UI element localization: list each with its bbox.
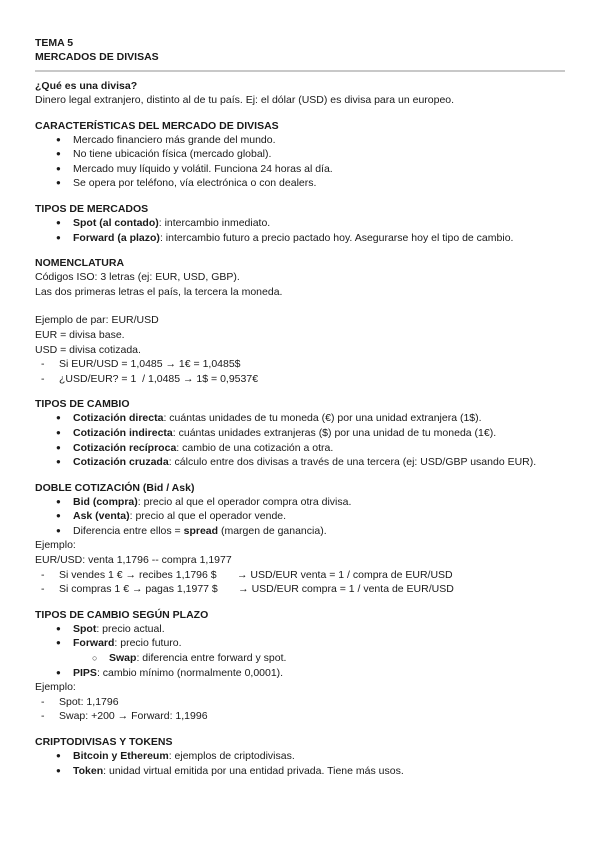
list-item bbox=[35, 495, 565, 510]
list-item bbox=[35, 426, 565, 441]
term-forward: Forward bbox=[73, 637, 115, 650]
list-item: ● Diferencia entre ellos = spread (margen de ganancia). bbox=[35, 524, 565, 539]
page-title: MERCADOS DE DIVISAS bbox=[35, 51, 159, 63]
term-token: Token bbox=[73, 764, 104, 777]
doble-example-line: EUR/USD: venta 1,1796 -- compra 1,1977 bbox=[35, 554, 232, 567]
term-pips: PIPS bbox=[73, 666, 97, 679]
heading-tipos-mercados: TIPOS DE MERCADOS bbox=[35, 202, 149, 215]
term-cotizacion-reciproca: Cotización recíproca bbox=[73, 441, 177, 454]
list-criptodivisas bbox=[35, 749, 565, 778]
list-item bbox=[35, 455, 565, 470]
list-segun-plazo bbox=[35, 622, 565, 680]
list-item: ● Token: unidad virtual emitida por una entidad privada. Tiene más usos. bbox=[35, 764, 565, 779]
heading-segun-plazo: TIPOS DE CAMBIO SEGÚN PLAZO bbox=[35, 608, 209, 621]
list-item bbox=[35, 509, 565, 524]
term-desc: : cuántas unidades de tu moneda (€) por una unidad extranjera (1$). bbox=[163, 412, 482, 425]
list-item: - Si compras 1 € → pagas 1,1977 $ → USD/EUR compra = 1 / venta de EUR/USD bbox=[35, 582, 565, 597]
heading-nomenclatura: NOMENCLATURA bbox=[35, 257, 125, 270]
term-spot: Spot bbox=[73, 622, 97, 635]
list-item bbox=[35, 441, 565, 456]
term-desc: : precio al que el operador compra otra divisa. bbox=[137, 495, 352, 508]
term-cotizacion-directa: Cotización directa bbox=[73, 412, 164, 425]
list-plazo-dash bbox=[35, 695, 565, 724]
term-cotizacion-cruzada: Cotización cruzada bbox=[73, 456, 169, 469]
document-page bbox=[35, 36, 565, 778]
list-item: ● No tiene ubicación física (mercado global). bbox=[35, 147, 565, 162]
term-desc: : cambio de una cotización a otra. bbox=[176, 441, 334, 454]
title-divider bbox=[35, 70, 565, 72]
paragraph-definicion-divisa: Dinero legal extranjero, distinto al de tu país. Ej: el dólar (USD) es divisa para un europeo. bbox=[35, 94, 455, 106]
heading-que-es-divisa: ¿Qué es una divisa? bbox=[35, 80, 138, 92]
list-caracteristicas bbox=[35, 133, 565, 191]
term-desc: : cálculo entre dos divisas a través de una tercera (ej: USD/GBP usando EUR). bbox=[168, 456, 537, 469]
list-item: ● Bitcoin y Ethereum: ejemplos de criptodivisas. bbox=[35, 749, 565, 764]
term-cotizacion-indirecta: Cotización indirecta bbox=[73, 426, 173, 439]
list-item bbox=[35, 411, 565, 426]
list-item: - Spot: 1,1796 bbox=[35, 695, 565, 710]
list-item: ● Mercado muy líquido y volátil. Funciona 24 horas al día. bbox=[35, 162, 565, 177]
list-doble-cotizacion bbox=[35, 495, 565, 539]
heading-caracteristicas: CARACTERÍSTICAS DEL MERCADO DE DIVISAS bbox=[35, 119, 279, 132]
list-item: ● Forward: precio futuro. bbox=[35, 636, 565, 651]
list-item: ● Mercado financiero más grande del mundo. bbox=[35, 133, 565, 148]
nomenclatura-example-2: EUR = divisa base. bbox=[35, 328, 125, 341]
list-subitem: ○ Swap: diferencia entre forward y spot. bbox=[35, 651, 565, 666]
heading-tipos-cambio: TIPOS DE CAMBIO bbox=[35, 398, 130, 411]
list-item bbox=[35, 231, 565, 246]
term-forward: Forward (a plazo) bbox=[73, 231, 160, 244]
topic-number: TEMA 5 bbox=[35, 37, 74, 49]
heading-criptodivisas: CRIPTODIVISAS Y TOKENS bbox=[35, 736, 173, 748]
term-spot: Spot (al contado) bbox=[73, 216, 159, 229]
term-bid: Bid (compra) bbox=[73, 495, 138, 508]
nomenclatura-example-1: Ejemplo de par: EUR/USD bbox=[35, 314, 159, 327]
list-item: ● PIPS: cambio mínimo (normalmente 0,0001). bbox=[35, 666, 565, 681]
term-desc: : precio al que el operador vende. bbox=[129, 510, 287, 523]
list-item: - Swap: +200 → Forward: 1,1996 bbox=[35, 709, 565, 724]
doble-example-label: Ejemplo: bbox=[35, 539, 76, 552]
list-item bbox=[35, 216, 565, 231]
list-nomenclatura-dash bbox=[35, 357, 565, 386]
nomenclatura-example-3: USD = divisa cotizada. bbox=[35, 343, 141, 356]
plazo-example-label: Ejemplo: bbox=[35, 681, 76, 694]
nomenclatura-line-2: Las dos primeras letras el país, la tercera la moneda. bbox=[35, 285, 283, 298]
list-item: ● Spot: precio actual. bbox=[35, 622, 565, 637]
heading-doble-cotizacion: DOBLE COTIZACIÓN (Bid / Ask) bbox=[35, 481, 195, 494]
nomenclatura-line-1: Códigos ISO: 3 letras (ej: EUR, USD, GBP). bbox=[35, 271, 240, 284]
term-desc: : intercambio inmediato. bbox=[158, 216, 271, 229]
list-item: - Si EUR/USD = 1,0485 → 1€ = 1,0485$ bbox=[35, 357, 565, 372]
list-item: - ¿USD/EUR? = 1 / 1,0485 → 1$ = 0,9537€ bbox=[35, 372, 565, 387]
list-tipos-cambio bbox=[35, 411, 565, 469]
term-swap: Swap bbox=[109, 652, 137, 665]
list-tipos-mercados bbox=[35, 216, 565, 245]
term-spread: spread bbox=[183, 524, 219, 537]
term-bitcoin-ethereum: Bitcoin y Ethereum bbox=[73, 750, 169, 762]
term-ask: Ask (venta) bbox=[73, 510, 130, 523]
list-item: ● Se opera por teléfono, vía electrónica o con dealers. bbox=[35, 176, 565, 191]
term-desc: : intercambio futuro a precio pactado hoy. Asegurarse hoy el tipo de cambio. bbox=[159, 231, 514, 244]
list-item: - Si vendes 1 € → recibes 1,1796 $ → USD/EUR venta = 1 / compra de EUR/USD bbox=[35, 568, 565, 583]
term-desc: : cuántas unidades extranjeras ($) por una unidad de tu moneda (1€). bbox=[172, 426, 497, 439]
list-doble-dash bbox=[35, 568, 565, 597]
